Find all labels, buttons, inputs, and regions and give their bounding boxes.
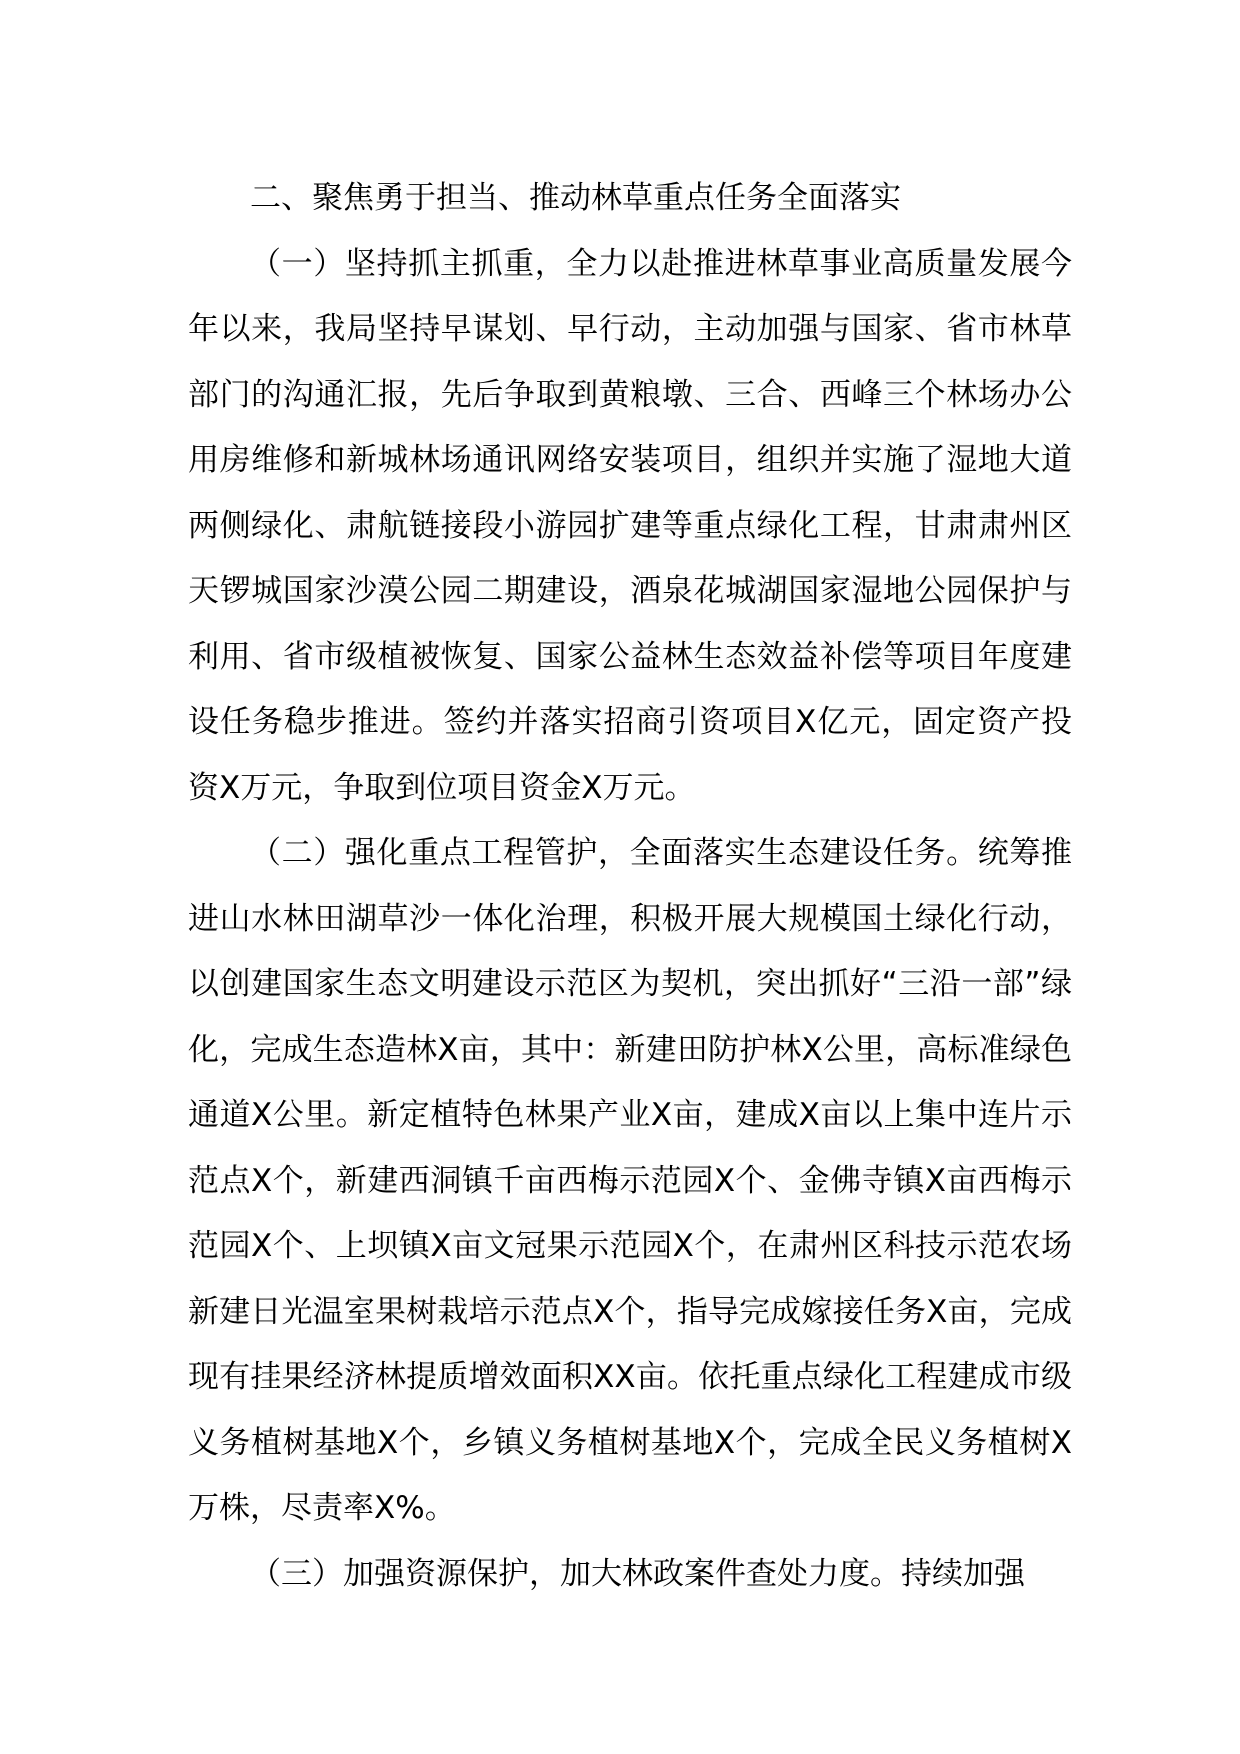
paragraph-1: （一）坚持抓主抓重，全力以赴推进林草事业高质量发展今年以来，我局坚持早谋划、早行动，主动加强与国家、省市林草部门的沟通汇报，先后争取到黄粮墩、三合、西峰三个林场办公用房维修和新城林场通讯网络安装项目，组织并实施了湿地大道两侧绿化、肃航链接段小游园扩建等重点绿化工程，甘肃肃州区天锣城国家沙漠公园二期建设，酒泉花城湖国家湿地公园保护与利用、省市级植被恢复、国家公益林生态效益补偿等项目年度建设任务稳步推进。签约并落实招商引资项目X亿元，固定资产投资X万元，争取到位项目资金X万元。 — [188, 245, 1072, 806]
section-heading: 二、聚焦勇于担当、推动林草重点任务全面落实 — [250, 180, 901, 216]
document-body — [188, 166, 1072, 1607]
paragraph-2: （二）强化重点工程管护，全面落实生态建设任务。统筹推进山水林田湖草沙一体化治理，积极开展大规模国土绿化行动，以创建国家生态文明建设示范区为契机，突出抓好“三沿一部”绿化，完成生态造林X亩，其中：新建田防护林X公里，高标准绿色通道X公里。新定植特色林果产业X亩，建成X亩以上集中连片示范点X个，新建西洞镇千亩西梅示范园X个、金佛寺镇X亩西梅示范园X个、上坝镇X亩文冠果示范园X个，在肃州区科技示范农场新建日光温室果树栽培示范点X个，指导完成嫁接任务X亩，完成现有挂果经济林提质增效面积XX亩。依托重点绿化工程建成市级义务植树基地X个，乡镇义务植树基地X个，完成全民义务植树X万株，尽责率X%。 — [188, 835, 1072, 1526]
paragraph-3: （三）加强资源保护，加大林政案件查处力度。持续加强 — [250, 1555, 1025, 1592]
